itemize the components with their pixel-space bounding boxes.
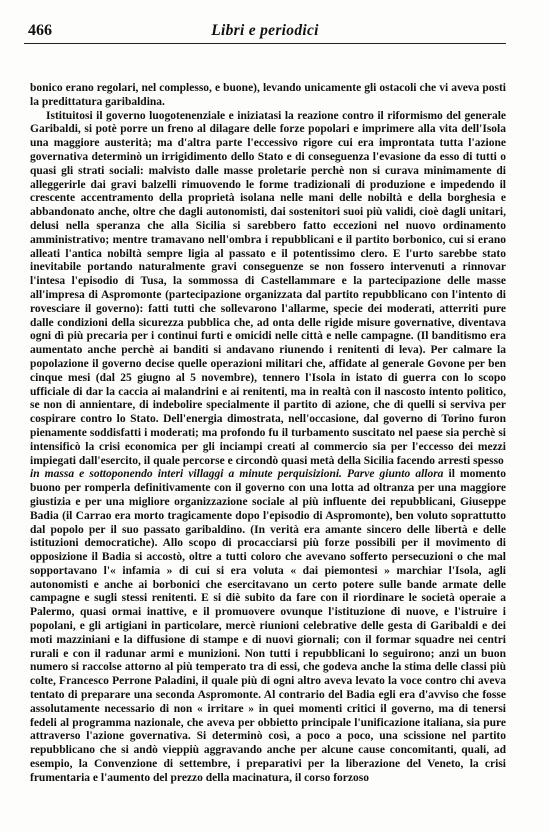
- paragraph-continued: bonico erano regolari, nel complesso, e buone), levando unicamente gli ostacoli che vi aveva posti la predittatura garibaldina.: [30, 82, 506, 108]
- page-header: [24, 20, 506, 46]
- running-head: Libri e periodici: [211, 22, 319, 39]
- header-rule: [24, 43, 506, 44]
- paragraph-continued-italic-start: [30, 468, 506, 785]
- paragraph-rest: il momento buono per romperla definitivamente con il governo con una lotta ad oltranza per una maggiore giustizia e per una migliore organizzazione sociale al più influente dei repubblicani, Giuseppe Badia (il Carrao era morto tragicamente dopo l'episodio di Aspromonte), ben voluto soprattutto dal popolo per il suo passato garibaldino. (In verità era amante sincero delle libertà e delle istituzioni democratiche). Allo scopo di procacciarsi più forze possibili per il movimento di opposizione il Badia si accostò, oltre a tutti coloro che avevano sofferto persecuzioni o che mal sopportavano l'« infamia » di cui si era voluta « dai piemontesi » marchiar l'Isola, agli autonomisti e anche ai borbonici che esercitavano un certo potere sulle bande armate delle campagne e sugli stessi renitenti. E si diè subito da fare con il riordinare le società operaie a Palermo, quasi ormai inattive, e il promuovere ovunque l'istituzione di nuove, e l'istruire i popolani, e gli artigiani in particolare, mercè riunioni celebrative delle gesta di Garibaldi e dei moti mazziniani e la diffusione di stampe e di nuovi giornali; con il formar squadre nei centri rurali e con il radunar armi e munizioni. Non tutti i repubblicani lo seguirono; anzi un buon numero si raccolse attorno al più temperato tra di essi, che godeva anche la stima delle classi più colte, Francesco Perrone Paladini, il quale più di ogni altro aveva levato la voce contro chi aveva tentato di preparare una seconda Aspromonte. Al contrario del Badia egli era d'avviso che fosse assolutamente necessario di non « irritare » in quei momenti critici il governo, ma di tenersi fedeli al programma nazionale, che aveva per obbietto principale l'unificazione italiana, sia pure attraverso l'azione governativa. Si determinò così, a poco a poco, una scissione nel partito repubblicano che si andò vieppiù aggravando anche per alcune cause concomitanti, quali, ad esempio, la Convenzione di settembre, i preparativi per la liberazione del Veneto, la crisi frumentaria e l'aumento del prezzo della macinatura, il corso forzoso: [30, 468, 506, 784]
- page-number: 466: [28, 22, 52, 39]
- italic-phrase: in massa e sottoponendo interi villaggi a minute perquisizioni. Parve giunto allora: [30, 468, 444, 481]
- paragraph: Istituitosi il governo luogotenenziale e iniziatasi la reazione contro il riformismo del generale Garibaldi, si potè porre un freno al dilagare delle forze popolari e imprimere alla vita dell'Isola una maggiore austerità; ma d'altra parte l'eccessivo rigore cui era improntata tutta l'azione governativa determinò un irrigidimento dello Stato e di conseguenza l'evasione da esso di tutti o quasi gli strati sociali: malvisto dalle masse proletarie perchè non si curava minimamente di alleggerirle dai gravi balzelli rimuovendo le forme tradizionali di produzione e impedendo il crescente accentramento della proprietà isolana nelle mani delle nobiltà e della borghesia e abbandonato anche, oltre che dagli autonomisti, dai sostenitori suoi più validi, cioè dagli unitari, delusi nella speranza che alla Sicilia si sarebbero fatto eccezioni nel nuovo ordinamento amministrativo; mentre tramavano nell'ombra i repubblicani e il partito borbonico, cui si erano alleati l'antica nobiltà sempre ligia al passato e il potentissimo clero. E l'urto sarebbe stato inevitabile portando naturalmente gravi conseguenze se non fossero intervenuti a rinnovar l'intesa l'episodio di Tusa, la sommossa di Castellammare e la partecipazione delle masse all'impresa di Aspromonte (partecipazione organizzata dal partito repubblicano con l'intento di rovesciare il governo): fatti tutti che sollevarono l'allarme, specie dei moderati, atterriti pure dalle condizioni della sicurezza pubblica che, ad onta delle rigide misure governative, diventava ogni dì più precaria per i continui furti e omicidi nelle città e nelle campagne. (Il banditismo era aumentato anche perchè ai banditi si andavano riunendo i renitenti di leva). Per calmare la popolazione il governo decise quelle operazioni militari che, affidate al generale Govone per ben cinque mesi (dal 25 giugno al 5 novembre), tennero l'Isola in istato di guerra con lo scopo ufficiale di dar la caccia ai malandrini e ai renitenti, ma in realtà con il nascosto intento politico, se non di annientare, di indebolire specialmente il partito di azione, che di quelli si serviva per cospirare contro lo Stato. Dell'energia dimostrata, nell'occasione, dal governo di Torino furon pienamente soddisfatti i moderati; ma profondo fu il turbamento suscitato nel paese sia perchè si intensificò la crisi economica per gli inciampi creati al commercio sia per l'eccesso dei mezzi impiegati dall'esercito, il quale percorse e circondò quasi metà della Sicilia facendo arresti spesso: [30, 109, 506, 467]
- body-text: [24, 82, 506, 786]
